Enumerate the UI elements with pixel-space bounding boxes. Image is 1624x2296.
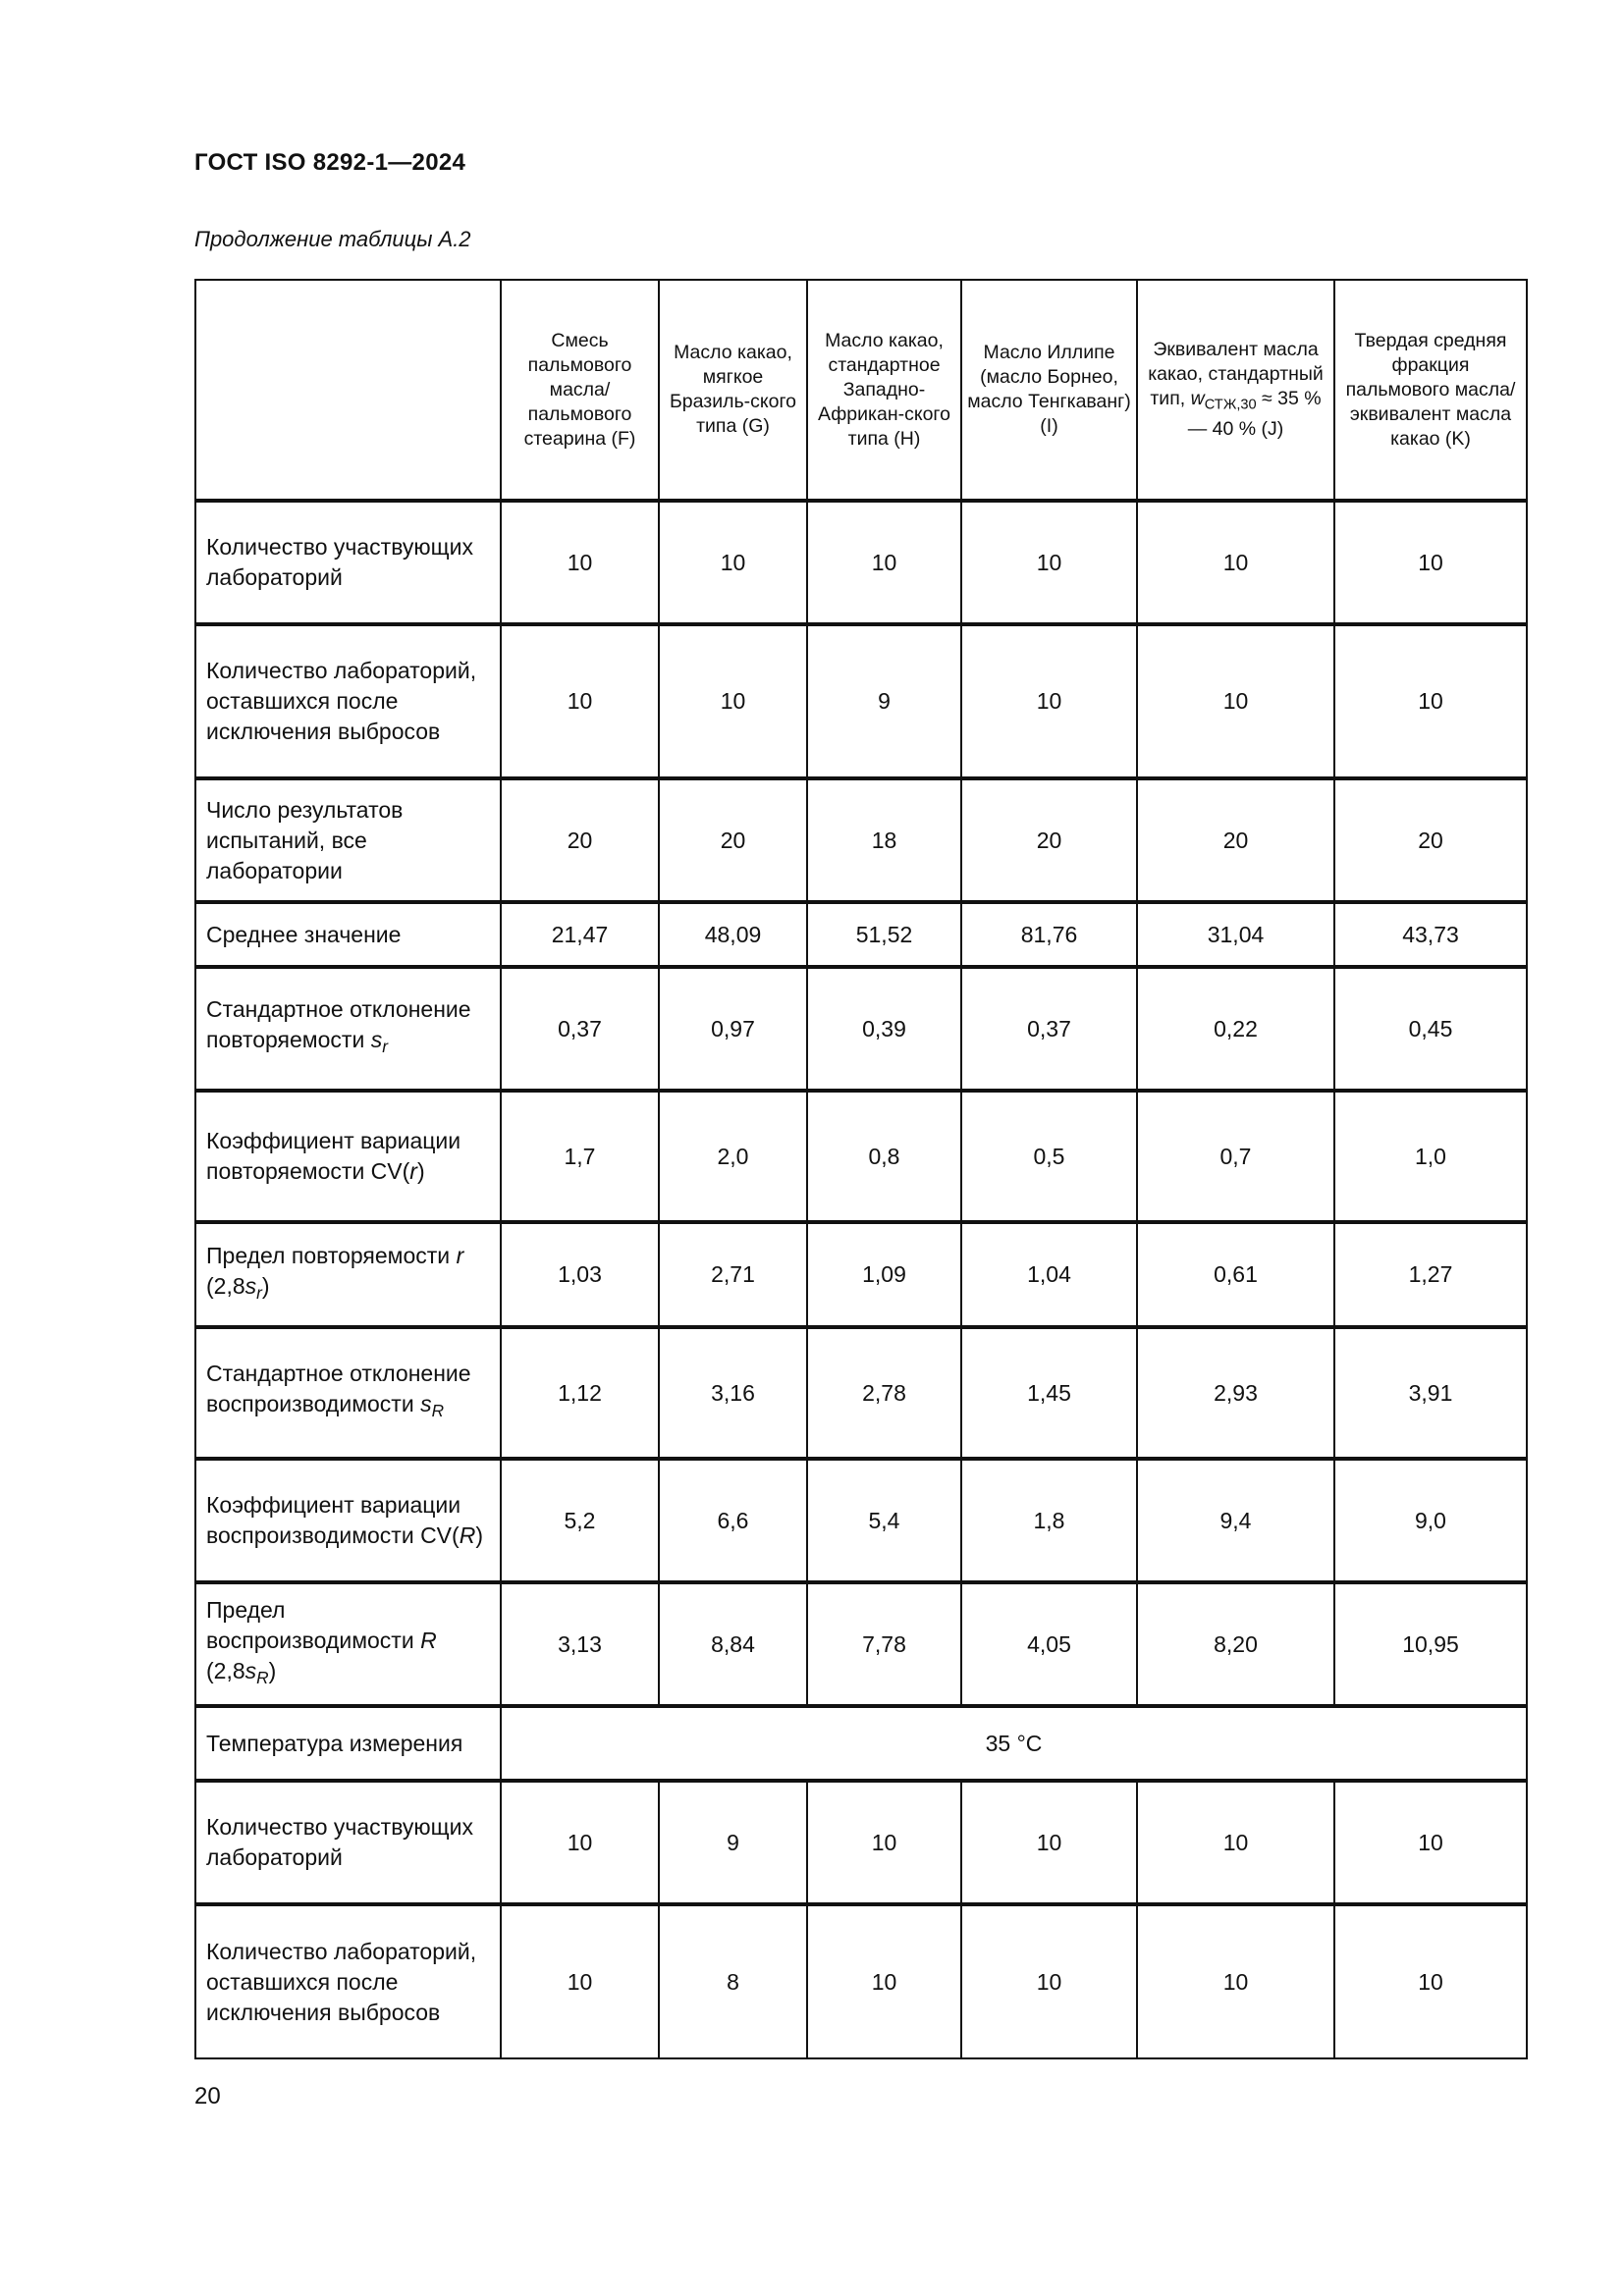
table-cell: 48,09: [659, 902, 807, 967]
table-cell: 10: [659, 624, 807, 778]
row-label: Число результатов испытаний, все лаборатории: [195, 778, 501, 902]
table-cell: 1,45: [961, 1327, 1137, 1459]
document-header: ГОСТ ISO 8292-1—2024: [194, 149, 466, 176]
table-cell: 0,8: [807, 1091, 961, 1222]
table-cell: 9,4: [1137, 1459, 1334, 1582]
table-cell: 0,37: [961, 967, 1137, 1091]
table-cell: 81,76: [961, 902, 1137, 967]
table-cell: 0,97: [659, 967, 807, 1091]
table-cell: 1,8: [961, 1459, 1137, 1582]
row-label: Количество участвующих лабораторий: [195, 501, 501, 624]
table-row: [195, 1904, 1527, 2058]
table-cell: 20: [659, 778, 807, 902]
row-label: Стандартное отклонение воспроизводимости $s_R$: [195, 1327, 501, 1459]
table-cell: 0,22: [1137, 967, 1334, 1091]
table-row: [195, 1781, 1527, 1904]
row-label: Среднее значение: [195, 902, 501, 967]
table-cell: 5,4: [807, 1459, 961, 1582]
table-row: [195, 902, 1527, 967]
table-cell: 2,78: [807, 1327, 961, 1459]
table-row: [195, 1582, 1527, 1706]
table-cell: 10: [1137, 1904, 1334, 2058]
table-cell: 10: [659, 501, 807, 624]
table-cell: 3,16: [659, 1327, 807, 1459]
table-cell: 6,6: [659, 1459, 807, 1582]
table-cell: 10: [961, 624, 1137, 778]
table-cell: 10: [961, 1904, 1137, 2058]
table-cell: 10: [807, 501, 961, 624]
table-row: [195, 1091, 1527, 1222]
table-cell: 10: [807, 1781, 961, 1904]
table-cell: 51,52: [807, 902, 961, 967]
row-label: Количество лабораторий, оставшихся после исключения выбросов: [195, 1904, 501, 2058]
table-cell: 9: [807, 624, 961, 778]
table-cell: 3,91: [1334, 1327, 1527, 1459]
table-cell: 9,0: [1334, 1459, 1527, 1582]
table-cell: 8,20: [1137, 1582, 1334, 1706]
table-cell: 0,45: [1334, 967, 1527, 1091]
table-cell: 20: [1334, 778, 1527, 902]
table-cell: 10: [501, 624, 659, 778]
table-cell: 31,04: [1137, 902, 1334, 967]
table-cell: 0,39: [807, 967, 961, 1091]
table-cell: 10: [1137, 501, 1334, 624]
table-row: [195, 501, 1527, 624]
table-cell: 0,61: [1137, 1222, 1334, 1327]
table-cell: 3,13: [501, 1582, 659, 1706]
table-cell: 5,2: [501, 1459, 659, 1582]
table-cell: 2,93: [1137, 1327, 1334, 1459]
table-cell: 9: [659, 1781, 807, 1904]
table-cell: 1,12: [501, 1327, 659, 1459]
table-cell: 8: [659, 1904, 807, 2058]
table-cell: 10,95: [1334, 1582, 1527, 1706]
table-cell-merged: 35 °С: [501, 1706, 1527, 1781]
table-cell: 4,05: [961, 1582, 1137, 1706]
table-cell: 0,37: [501, 967, 659, 1091]
table-row: [195, 967, 1527, 1091]
table-cell: 1,09: [807, 1222, 961, 1327]
table-cell: 10: [501, 1904, 659, 2058]
table-row: [195, 1222, 1527, 1327]
column-header: Твердая средняя фракция пальмового масла/ эквивалент масла какао (K): [1334, 280, 1527, 501]
table-cell: 43,73: [1334, 902, 1527, 967]
header-empty-cell: [195, 280, 501, 501]
table-caption: Продолжение таблицы А.2: [194, 227, 471, 251]
data-table: [194, 279, 1528, 2059]
column-header: Эквивалент масла какао, стандартный тип, $w_{СТЖ,30} \approx 35$ % — 40 % (J): [1137, 280, 1334, 501]
table-cell: 10: [1334, 501, 1527, 624]
table-cell: 2,71: [659, 1222, 807, 1327]
table-cell: 21,47: [501, 902, 659, 967]
table-cell: 20: [1137, 778, 1334, 902]
table-body: [195, 501, 1527, 2058]
table-row: [195, 1706, 1527, 1781]
table-cell: 2,0: [659, 1091, 807, 1222]
row-label: Предел повторяемости r $(2,8s_r)$: [195, 1222, 501, 1327]
row-label: Коэффициент вариации повторяемости CV(r): [195, 1091, 501, 1222]
table-cell: 10: [1334, 624, 1527, 778]
table-cell: 20: [961, 778, 1137, 902]
table-cell: 0,5: [961, 1091, 1137, 1222]
row-label: Температура измерения: [195, 1706, 501, 1781]
table-cell: 10: [1137, 1781, 1334, 1904]
table-cell: 1,03: [501, 1222, 659, 1327]
row-label: Предел воспроизводимости R $(2,8s_R)$: [195, 1582, 501, 1706]
table-cell: 20: [501, 778, 659, 902]
table-row: [195, 778, 1527, 902]
table-cell: 10: [501, 1781, 659, 1904]
column-header: Масло Иллипе (масло Борнео, масло Тенгкаванг) (I): [961, 280, 1137, 501]
column-header: Масло какао, мягкое Бразиль-ского типа (G): [659, 280, 807, 501]
row-label: Стандартное отклонение повторяемости $s_r$: [195, 967, 501, 1091]
table-row: [195, 1459, 1527, 1582]
page-number: 20: [194, 2083, 221, 2109]
table-cell: 1,7: [501, 1091, 659, 1222]
table-cell: 10: [1137, 624, 1334, 778]
table-cell: 18: [807, 778, 961, 902]
table-cell: 10: [1334, 1904, 1527, 2058]
table-cell: 0,7: [1137, 1091, 1334, 1222]
table-cell: 1,27: [1334, 1222, 1527, 1327]
table-cell: 10: [961, 501, 1137, 624]
row-label: Количество участвующих лабораторий: [195, 1781, 501, 1904]
table-cell: 10: [501, 501, 659, 624]
table-cell: 1,0: [1334, 1091, 1527, 1222]
table-cell: 10: [961, 1781, 1137, 1904]
table-cell: 10: [807, 1904, 961, 2058]
row-label: Количество лабораторий, оставшихся после исключения выбросов: [195, 624, 501, 778]
table-cell: 8,84: [659, 1582, 807, 1706]
column-header: Масло какао, стандартное Западно-Африкан-ского типа (Н): [807, 280, 961, 501]
table-row: [195, 1327, 1527, 1459]
row-label: Коэффициент вариации воспроизводимости CV(R): [195, 1459, 501, 1582]
column-header: Смесь пальмового масла/ пальмового стеарина (F): [501, 280, 659, 501]
table-row: [195, 624, 1527, 778]
table-cell: 1,04: [961, 1222, 1137, 1327]
table-cell: 7,78: [807, 1582, 961, 1706]
table-cell: 10: [1334, 1781, 1527, 1904]
header-row: [195, 280, 1527, 501]
